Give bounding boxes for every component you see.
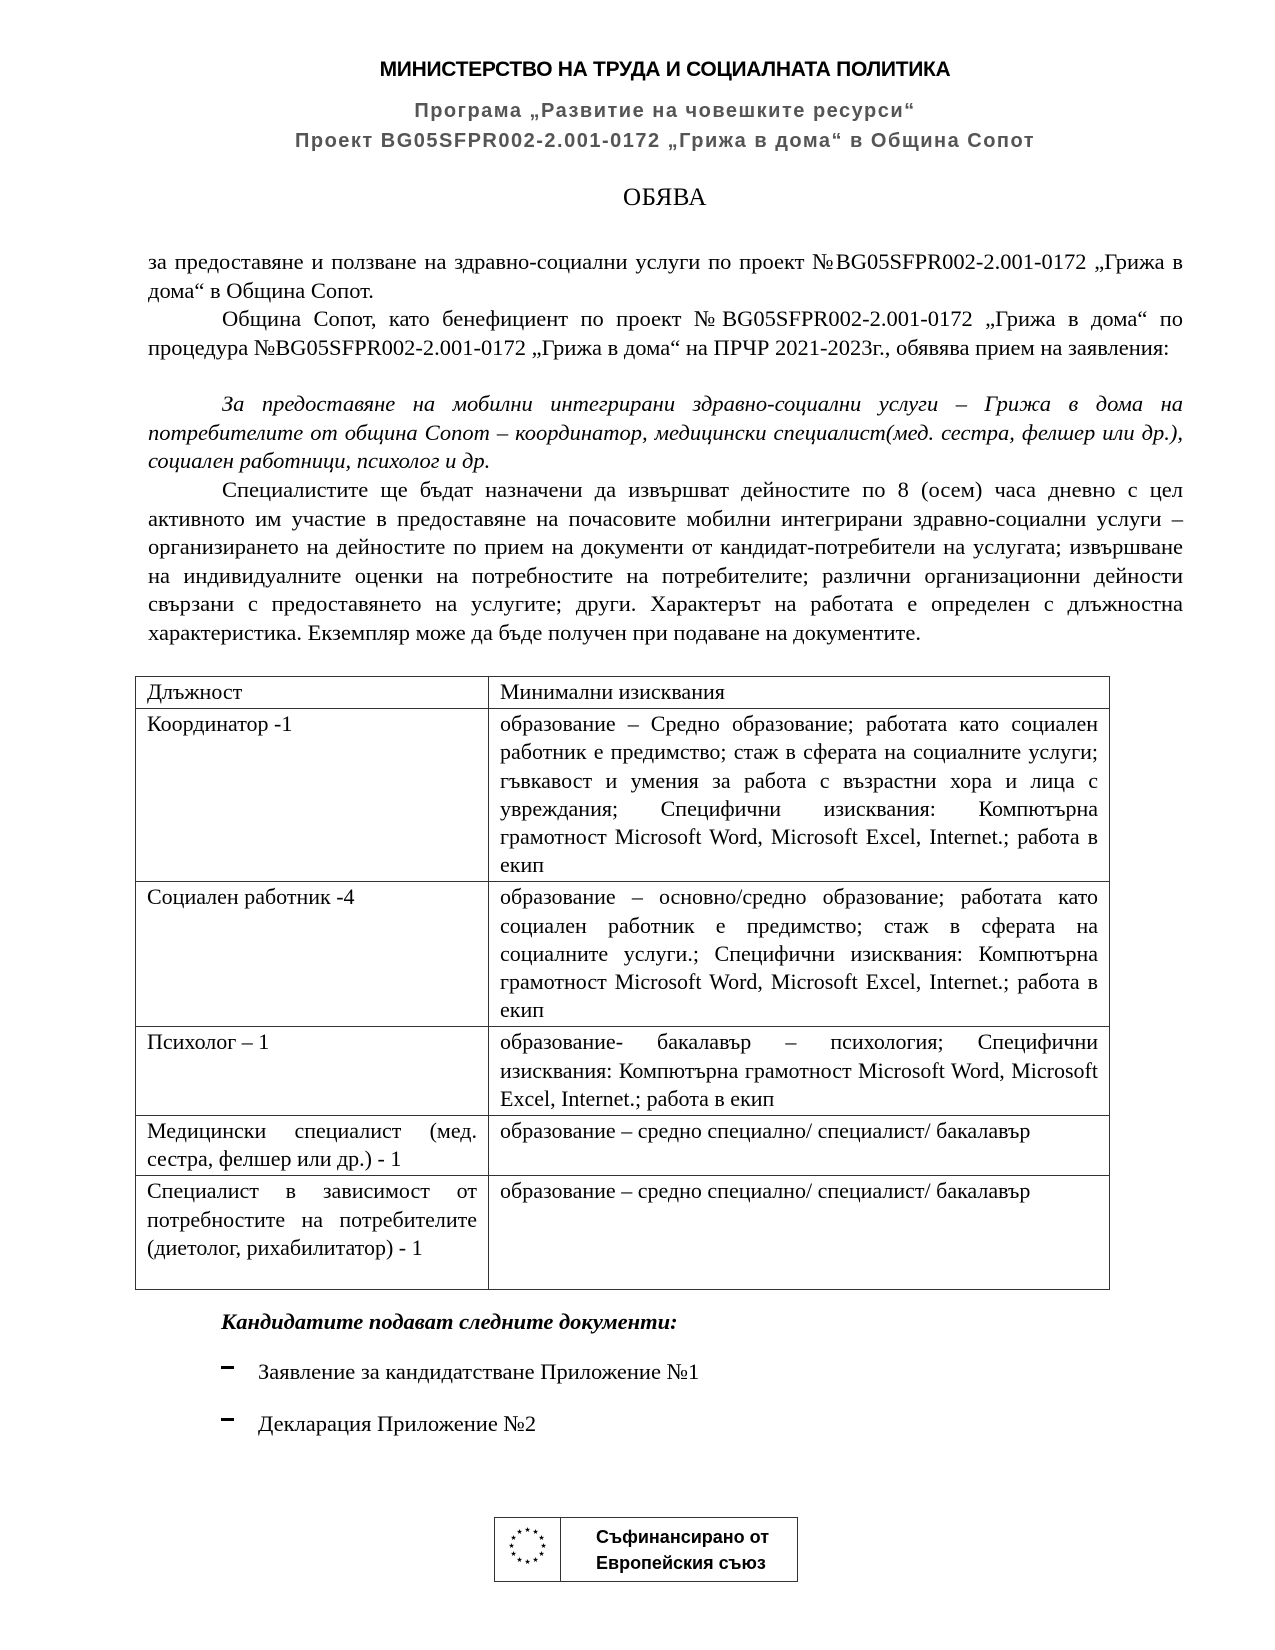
documents-heading: Кандидатите подават следните документи: — [221, 1309, 678, 1334]
eu-cofunding-logo — [494, 1517, 798, 1582]
svg-text:★: ★ — [510, 1550, 517, 1558]
svg-text:★: ★ — [540, 1542, 547, 1550]
beneficiary-paragraph: Община Сопот, като бенефициент по проект №BG05SFPR002-2.001-0172 „Грижа в дома“ по процедура №BG05SFPR002-2.001-0172 „Грижа в дома“ на ПРЧР 2021-2023г., обявява прием на заявления: — [148, 306, 1183, 360]
ministry-heading: МИНИСТЕРСТВО НА ТРУДА И СОЦИАЛНАТА ПОЛИТИКА — [379, 58, 951, 81]
list-item-label: Декларация Приложение №2 — [258, 1411, 537, 1436]
svg-text:★: ★ — [508, 1542, 515, 1550]
table-row — [136, 1027, 1110, 1116]
svg-text:★: ★ — [532, 1528, 539, 1536]
requirements-cell: образование – средно специално/ специалист/ бакалавър — [489, 1116, 1110, 1176]
table-row — [136, 1116, 1110, 1176]
table-row — [136, 1176, 1110, 1290]
svg-text:★: ★ — [532, 1556, 539, 1564]
svg-text:★: ★ — [516, 1556, 523, 1564]
page-title: ОБЯВА — [623, 184, 707, 211]
program-heading — [0, 96, 1275, 156]
requirements-cell: образование – Средно образование; работата като социален работник е предимство; стаж в сферата на социалните услуги; гъвкавост и умения за работа с възрастни хора и лица с увреждания; Специфични изисквания: Компютърна грамотност Microsoft Word, Microsoft Excel, Internet.; работа в екип — [489, 709, 1110, 882]
dash-bullet-icon — [221, 1418, 234, 1421]
list-item — [221, 1359, 699, 1385]
table-header-requirements: Минимални изисквания — [489, 677, 1110, 709]
intro-paragraph: за предоставяне и ползване на здравно-социални услуги по проект №BG05SFPR002-2.001-0172 „Грижа в дома“ в Община Сопот. — [148, 249, 1183, 303]
position-cell: Медицински специалист (мед. сестра, фелшер или др.) - 1 — [136, 1116, 489, 1176]
dash-bullet-icon — [221, 1366, 234, 1369]
table-row — [136, 709, 1110, 882]
svg-text:★: ★ — [510, 1534, 517, 1542]
svg-text:★: ★ — [538, 1550, 545, 1558]
program-line: Програма „Развитие на човешките ресурси“ — [414, 100, 916, 122]
eu-text-line: Европейския съюз — [596, 1552, 766, 1573]
svg-text:★: ★ — [538, 1534, 545, 1542]
services-paragraph: За предоставяне на мобилни интегрирани здравно-социални услуги – Грижа в дома на потребителите от община Сопот – координатор, медицински специалист(мед. сестра, фелшер или др.), социален работници, психолог и др. — [148, 391, 1183, 473]
eu-flag-icon — [495, 1518, 561, 1581]
position-cell: Координатор -1 — [136, 709, 489, 882]
eu-text-line: Съфинансирано от — [596, 1526, 770, 1547]
specialists-paragraph: Специалистите ще бъдат назначени да извършват дейностите по 8 (осем) часа дневно с цел активното им участие в предоставяне на почасовите мобилни интегрирани здравно-социални услуги – организирането на дейностите по прием на документи от кандидат-потребители на услугата; извършване на индивидуалните оценки на потребностите на потребителите; различни организационни дейности свързани с предоставянето на услугите; други. Характерът на работата е определен с длъжностна характеристика. Екземпляр може да бъде получен при подаване на документите. — [148, 477, 1183, 645]
project-line: Проект BG05SFPR002-2.001-0172 „Грижа в дома“ в Община Сопот — [294, 130, 1035, 152]
svg-text:★: ★ — [524, 1558, 531, 1566]
requirements-cell: образование- бакалавър – психология; Специфични изисквания: Компютърна грамотност Microsoft Word, Microsoft Excel, Internet.; работа в екип — [489, 1027, 1110, 1116]
position-cell: Социален работник -4 — [136, 882, 489, 1027]
list-item — [221, 1411, 536, 1437]
requirements-cell: образование – средно специално/ специалист/ бакалавър — [489, 1176, 1110, 1290]
requirements-table — [135, 676, 1110, 1290]
svg-text:★: ★ — [524, 1526, 531, 1534]
position-cell: Специалист в зависимост от потребностите на потребителите (диетолог, рихабилитатор) - 1 — [136, 1176, 489, 1290]
eu-cofunding-text — [596, 1524, 769, 1576]
position-cell: Психолог – 1 — [136, 1027, 489, 1116]
table-row — [136, 882, 1110, 1027]
list-item-label: Заявление за кандидатстване Приложение №1 — [258, 1359, 700, 1384]
table-header-row — [136, 677, 1110, 709]
svg-text:★: ★ — [516, 1528, 523, 1536]
table-header-position: Длъжност — [136, 677, 489, 709]
requirements-cell: образование – основно/средно образование; работата като социален работник е предимство; стаж в сферата на социалните услуги.; Специфични изисквания: Компютърна грамотност Microsoft Word, Microsoft Excel, Internet.; работа в екип — [489, 882, 1110, 1027]
